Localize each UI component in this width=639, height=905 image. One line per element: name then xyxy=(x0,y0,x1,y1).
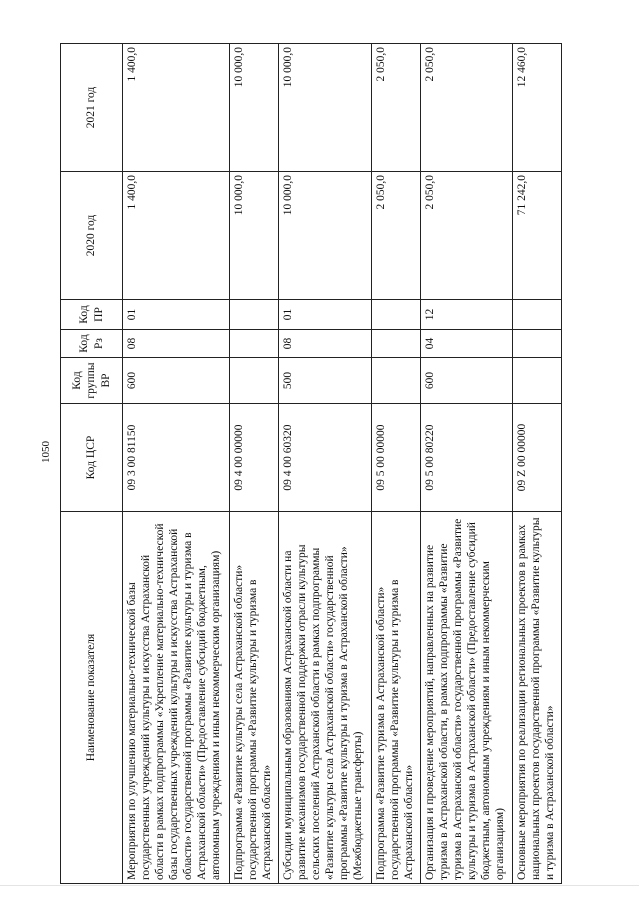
cell-rz: 04 xyxy=(420,330,513,358)
cell-2020: 2 050,0 xyxy=(420,172,513,300)
cell-name: Мероприятия по улучшению материально-технической базы государственных учреждений культуры и искусства Астраханской области в рамках подпрограммы «Укрепление материально-технической базы государственных учреждений культуры и искусства Астраханской области» государственной программы «Развитие культуры и туризма в Астраханской области» (Предоставление субсидий бюджетным, автономным учреждениям и иным некоммерческим организациям) xyxy=(123,512,230,884)
header-2021: 2021 год xyxy=(61,44,123,172)
cell-csr: 09 4 00 00000 xyxy=(230,404,279,512)
cell-vr: 600 xyxy=(123,358,230,404)
cell-2020: 10 000,0 xyxy=(230,172,279,300)
cell-pr: 01 xyxy=(279,300,372,330)
header-2020: 2020 год xyxy=(61,172,123,300)
cell-rz xyxy=(513,330,562,358)
cell-2021: 1 400,0 xyxy=(123,44,230,172)
cell-vr xyxy=(371,358,420,404)
cell-2021: 12 460,0 xyxy=(513,44,562,172)
cell-2021: 10 000,0 xyxy=(279,44,372,172)
cell-csr: 09 3 00 81150 xyxy=(123,404,230,512)
cell-pr xyxy=(513,300,562,330)
table-row xyxy=(279,44,372,884)
page-number: 1050 xyxy=(40,441,52,463)
cell-2021: 2 050,0 xyxy=(420,44,513,172)
header-rz: Код Рз xyxy=(61,330,123,358)
cell-name: Организация и проведение мероприятий, направленных на развитие туризма в Астраханской области, в рамках подпрограммы «Развитие туризма в Астраханской области» государственной программы «Развитие культуры и туризма в Астраханской области» (Предоставление субсидий бюджетным, автономным учреждениям и иным некоммерческим организациям) xyxy=(420,512,513,884)
cell-name: Подпрограмма «Развитие культуры села Астраханской области» государственной программы «Развитие культуры и туризма в Астраханской области» xyxy=(230,512,279,884)
header-csr: Код ЦСР xyxy=(61,404,123,512)
cell-2020: 2 050,0 xyxy=(371,172,420,300)
cell-vr xyxy=(513,358,562,404)
rotated-table-container xyxy=(60,44,562,884)
table-row xyxy=(371,44,420,884)
cell-csr: 09 5 00 00000 xyxy=(371,404,420,512)
cell-csr: 09 Z 00 00000 xyxy=(513,404,562,512)
cell-csr: 09 4 00 60320 xyxy=(279,404,372,512)
cell-vr: 600 xyxy=(420,358,513,404)
cell-pr: 01 xyxy=(123,300,230,330)
cell-pr: 12 xyxy=(420,300,513,330)
cell-2020: 71 242,0 xyxy=(513,172,562,300)
header-vr: Код группы ВР xyxy=(61,358,123,404)
header-pr: Код ПР xyxy=(61,300,123,330)
cell-pr xyxy=(230,300,279,330)
cell-2020: 10 000,0 xyxy=(279,172,372,300)
cell-pr xyxy=(371,300,420,330)
table-row xyxy=(513,44,562,884)
cell-name: Основные мероприятия по реализации региональных проектов в рамках национальных проектов государственной программы «Развитие культуры и туризма в Астраханской области» xyxy=(513,512,562,884)
cell-vr: 500 xyxy=(279,358,372,404)
scan-edge-line xyxy=(0,885,639,886)
table-row xyxy=(123,44,230,884)
header-name: Наименование показателя xyxy=(61,512,123,884)
budget-table xyxy=(60,43,562,884)
cell-2020: 1 400,0 xyxy=(123,172,230,300)
cell-name: Субсидии муниципальным образованиям Астраханской области на развитие механизмов государственной поддержки отрасли культуры сельских поселений Астраханской области в рамках подпрограммы «Развитие культуры села Астраханской области» государственной программы «Развитие культуры и туризма в Астраханской области» (Межбюджетные трансферты) xyxy=(279,512,372,884)
table-row xyxy=(230,44,279,884)
table-row xyxy=(420,44,513,884)
cell-name: Подпрограмма «Развитие туризма в Астраханской области» государственной программы «Развитие культуры и туризма в Астраханской области» xyxy=(371,512,420,884)
table-header-row xyxy=(61,44,123,884)
cell-csr: 09 5 00 80220 xyxy=(420,404,513,512)
cell-rz: 08 xyxy=(279,330,372,358)
cell-2021: 2 050,0 xyxy=(371,44,420,172)
cell-rz xyxy=(230,330,279,358)
cell-2021: 10 000,0 xyxy=(230,44,279,172)
cell-vr xyxy=(230,358,279,404)
cell-rz xyxy=(371,330,420,358)
cell-rz: 08 xyxy=(123,330,230,358)
